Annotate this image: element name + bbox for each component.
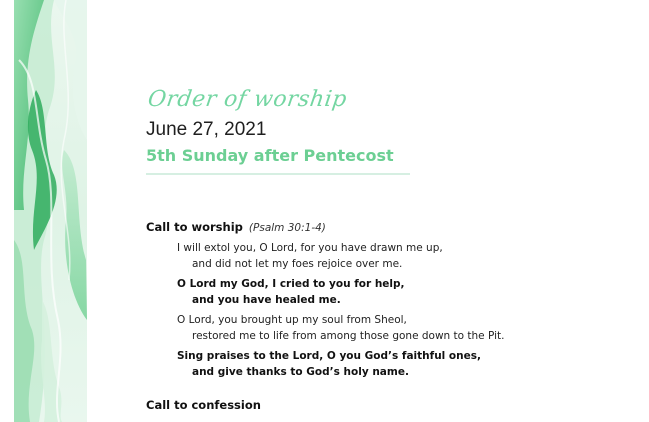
script-title: Order of worship — [146, 87, 349, 112]
stanza-line-indented: and you have healed me. — [192, 294, 341, 306]
stanza-leader — [177, 312, 504, 344]
call-to-worship-heading: Call to worship — [146, 220, 243, 234]
stanza-people — [177, 276, 504, 308]
scripture-reference: (Psalm 30:1-4) — [248, 222, 326, 234]
stanza-line-indented: and did not let my foes rejoice over me. — [192, 258, 403, 270]
stanza-line: O Lord my God, I cried to you for help, — [177, 278, 405, 290]
call-to-confession-section — [146, 397, 261, 413]
watercolor-decoration — [14, 0, 87, 422]
divider — [146, 173, 410, 175]
service-date: June 27, 2021 — [146, 119, 267, 140]
section-heading — [146, 219, 504, 236]
stanza-line: Sing praises to the Lord, O you God’s faithful ones, — [177, 350, 481, 362]
header — [146, 86, 586, 175]
call-to-confession-heading: Call to confession — [146, 398, 261, 412]
stanza-line: O Lord, you brought up my soul from Sheol, — [177, 314, 407, 326]
stanza-line-indented: restored me to life from among those gone down to the Pit. — [192, 330, 505, 342]
stanza-people — [177, 348, 504, 380]
liturgical-day: 5th Sunday after Pentecost — [146, 146, 394, 165]
stanza-line-indented: and give thanks to God’s holy name. — [192, 366, 409, 378]
stanza-leader — [177, 240, 504, 272]
call-to-worship-section — [146, 219, 504, 384]
stanza-line: I will extol you, O Lord, for you have drawn me up, — [177, 242, 443, 254]
